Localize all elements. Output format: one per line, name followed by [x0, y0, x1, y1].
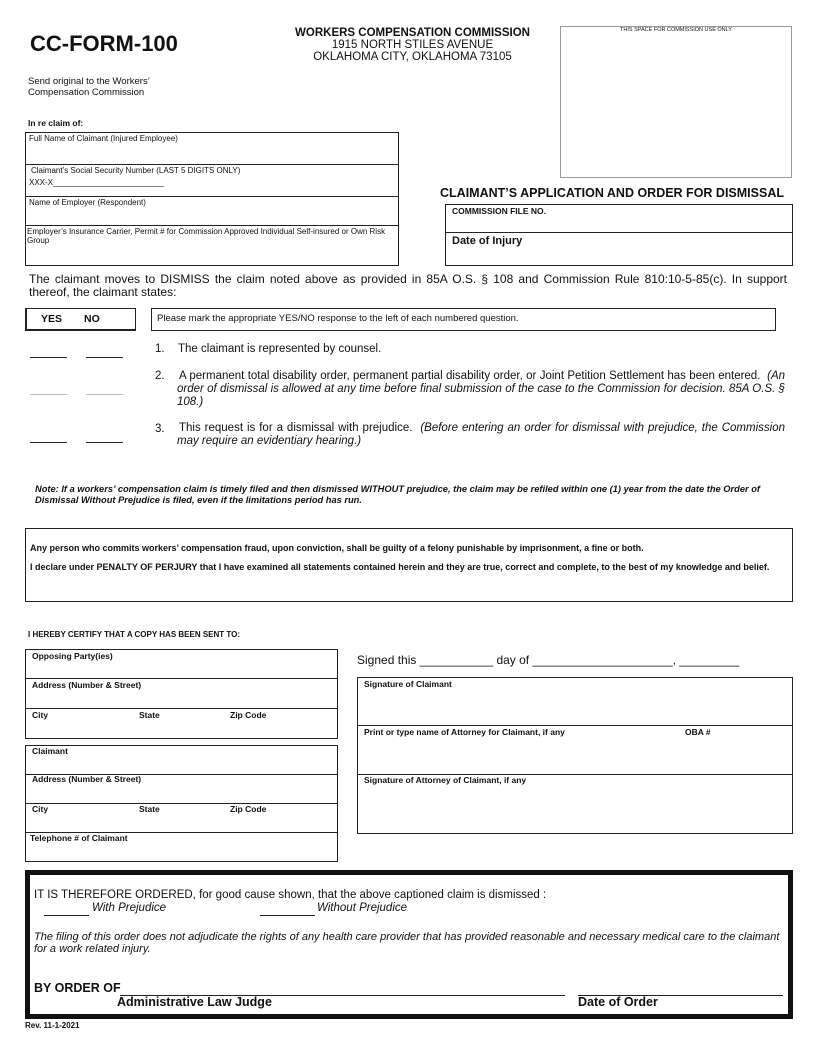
oba-field[interactable]: OBA #: [685, 727, 711, 737]
opposing-state-field[interactable]: State: [139, 710, 160, 720]
intro-paragraph: The claimant moves to DISMISS the claim noted above as provided in 85A O.S. § 108 and Commission Rule 810:10-5-85(c). In support thereof, the claimant states:: [29, 272, 787, 299]
perjury-declaration: I declare under PENALTY OF PERJURY that I have examined all statements contained herein and they are true, correct and complete, to the best of my knowledge and belief.: [30, 562, 770, 572]
header-address: [290, 27, 535, 63]
file-box: [445, 204, 793, 266]
q1-number: 1.: [155, 343, 165, 355]
q2-yes-blank[interactable]: [30, 394, 67, 395]
q1-text: The claimant is represented by counsel.: [178, 343, 382, 355]
opposing-city-field[interactable]: City: [32, 710, 49, 720]
order-date-label: Date of Order: [578, 995, 658, 1009]
with-prejudice-blank[interactable]: [44, 915, 89, 916]
form-title: CLAIMANT’S APPLICATION AND ORDER FOR DISMISSAL: [440, 186, 784, 200]
send-original-line: Send original to the Workers’: [28, 76, 150, 87]
q2-text: [177, 370, 785, 409]
ordered-text: IT IS THEREFORE ORDERED, for good cause shown, that the above captioned claim is dismissed :: [34, 889, 547, 901]
q3-note: (Before entering an order for dismissal with prejudice, the Commission may require an evidentiary hearing.): [177, 422, 785, 447]
refile-note: Note: If a workers’ compensation claim is timely filed and then dismissed WITHOUT prejudice, the claim may be refiled within one (1) year from the date the Order of Dismissal Without Prejudice is filed, even if the limitations period has run.: [35, 484, 760, 505]
instruction-text: Please mark the appropriate YES/NO response to the left of each numbered question.: [157, 313, 519, 324]
certify-label: I HEREBY CERTIFY THAT A COPY HAS BEEN SENT TO:: [28, 630, 241, 639]
q3-number: 3.: [155, 423, 165, 435]
instruction-box: [151, 308, 776, 331]
commission-use-label: THIS SPACE FOR COMMISSION USE ONLY: [620, 27, 732, 33]
commission-use-box: [560, 26, 792, 178]
no-label: NO: [84, 313, 100, 325]
order-box: [25, 870, 793, 1019]
claim-info-box: [25, 132, 399, 266]
form-id: CC-FORM-100: [30, 31, 178, 56]
q2-note: (An order of dismissal is allowed at any time before final submission of the case to the Commission for decision. 85A O.S. § 108.): [177, 370, 786, 408]
opposing-party-field[interactable]: Opposing Party(ies): [32, 651, 113, 661]
filing-disclaimer: The filing of this order does not adjudicate the rights of any health care provider that has provided reasonable and necessary medical care to the claimant for a work related injury.: [34, 931, 780, 955]
judge-label: Administrative Law Judge: [117, 995, 272, 1009]
signed-date-line[interactable]: Signed this ___________ day of _____________________, _________: [357, 653, 740, 667]
send-original: [28, 76, 150, 98]
address-line-2: OKLAHOMA CITY, OKLAHOMA 73105: [313, 51, 512, 63]
yes-no-header: [25, 308, 136, 331]
q2-no-blank[interactable]: [86, 394, 123, 395]
signature-box: [357, 677, 793, 834]
claimant-name-field[interactable]: Full Name of Claimant (Injured Employee): [29, 134, 178, 143]
perjury-box: [25, 528, 793, 602]
by-order-label: BY ORDER OF: [34, 981, 121, 995]
file-no-field[interactable]: COMMISSION FILE NO.: [452, 206, 546, 216]
claimant-phone-field[interactable]: Telephone # of Claimant: [30, 833, 128, 843]
claimant-state-field[interactable]: State: [139, 804, 160, 814]
ssn-label: Claimant’s Social Security Number (LAST 5 DIGITS ONLY): [31, 166, 241, 175]
q3-no-blank[interactable]: [86, 442, 123, 443]
attorney-name-field[interactable]: Print or type name of Attorney for Claimant, if any: [364, 727, 565, 737]
claimant-field[interactable]: Claimant: [32, 746, 68, 756]
org-name: WORKERS COMPENSATION COMMISSION: [295, 27, 530, 39]
claimant-zip-field[interactable]: Zip Code: [230, 804, 267, 814]
address-line-1: 1915 NORTH STILES AVENUE: [331, 39, 494, 51]
opposing-zip-field[interactable]: Zip Code: [230, 710, 267, 720]
opposing-party-box: [25, 649, 338, 739]
claimant-contact-box: [25, 745, 338, 862]
without-prejudice-label: Without Prejudice: [317, 902, 408, 914]
yes-label: YES: [41, 313, 63, 325]
send-original-line: Compensation Commission: [28, 87, 145, 98]
q2-statement: A permanent total disability order, permanent partial disability order, or Joint Petition Settlement has been entered.: [179, 370, 761, 382]
claimant-address-field[interactable]: Address (Number & Street): [32, 774, 142, 784]
date-of-injury-field[interactable]: Date of Injury: [452, 235, 523, 247]
without-prejudice-blank[interactable]: [260, 915, 315, 916]
q3-yes-blank[interactable]: [30, 442, 67, 443]
ssn-field[interactable]: XXX-X_________________________: [29, 178, 165, 187]
carrier-field[interactable]: Employer’s Insurance Carrier, Permit # for Commission Approved Individual Self-insured or Own Risk Group: [27, 227, 386, 245]
q3-text: [177, 422, 785, 448]
claimant-city-field[interactable]: City: [32, 804, 49, 814]
claimant-signature-field[interactable]: Signature of Claimant: [364, 679, 452, 689]
q1-yes-blank[interactable]: [30, 357, 67, 358]
with-prejudice-label: With Prejudice: [92, 902, 167, 914]
q3-statement: This request is for a dismissal with prejudice.: [179, 422, 413, 434]
q2-number: 2.: [155, 370, 165, 382]
opposing-address-field[interactable]: Address (Number & Street): [32, 680, 142, 690]
revision: Rev. 11-1-2021: [25, 1021, 80, 1030]
attorney-signature-field[interactable]: Signature of Attorney of Claimant, if any: [364, 775, 527, 785]
in-re-label: In re claim of:: [28, 118, 84, 128]
fraud-warning: Any person who commits workers’ compensation fraud, upon conviction, shall be guilty of a felony punishable by imprisonment, a fine or both.: [30, 543, 644, 553]
employer-field[interactable]: Name of Employer (Respondent): [29, 198, 146, 207]
q1-no-blank[interactable]: [86, 357, 123, 358]
